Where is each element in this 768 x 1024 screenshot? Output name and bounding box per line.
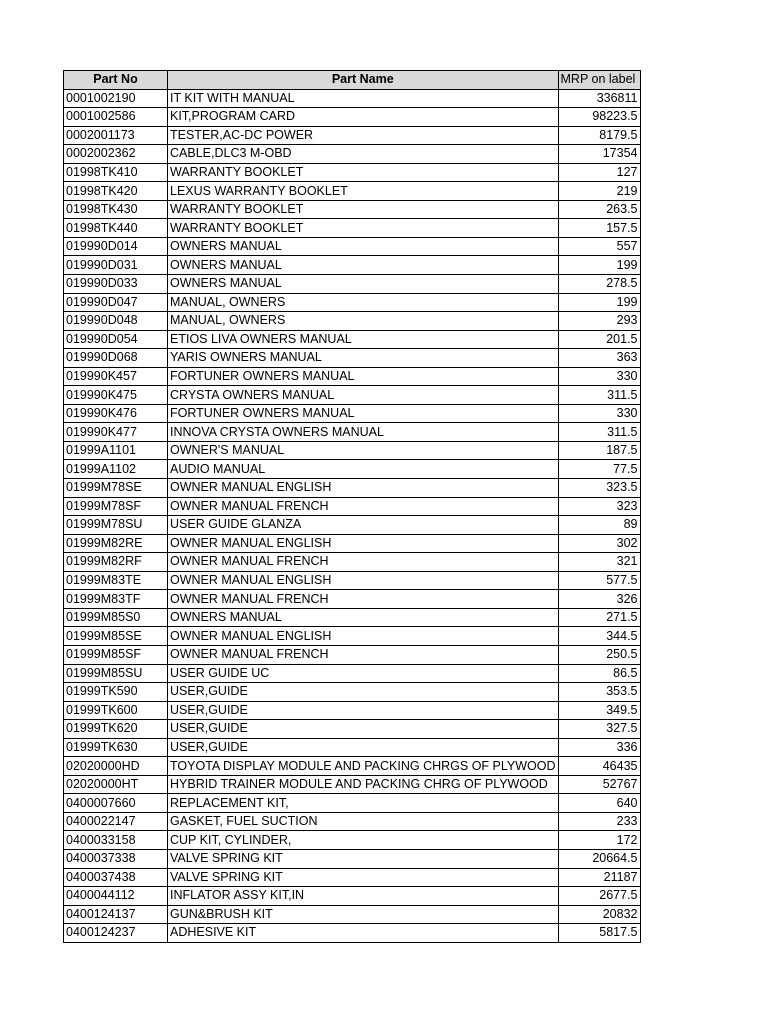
- table-row: [64, 275, 641, 294]
- part-no-cell: 019990D047: [64, 293, 168, 312]
- part-no-cell: 01999TK600: [64, 701, 168, 720]
- part-no-cell: 0400007660: [64, 794, 168, 813]
- table-row: [64, 738, 641, 757]
- part-no-cell: 01998TK430: [64, 200, 168, 219]
- table-row: [64, 831, 641, 850]
- part-name-cell: TOYOTA DISPLAY MODULE AND PACKING CHRGS OF PLYWOOD: [168, 757, 559, 776]
- mrp-cell: 263.5: [558, 200, 640, 219]
- mrp-cell: 199: [558, 256, 640, 275]
- part-no-cell: 01999M85SU: [64, 664, 168, 683]
- mrp-cell: 86.5: [558, 664, 640, 683]
- table-row: [64, 126, 641, 145]
- part-name-cell: OWNER MANUAL ENGLISH: [168, 571, 559, 590]
- mrp-cell: 127: [558, 163, 640, 182]
- mrp-cell: 640: [558, 794, 640, 813]
- mrp-cell: 344.5: [558, 627, 640, 646]
- mrp-cell: 21187: [558, 868, 640, 887]
- part-no-cell: 019990K457: [64, 367, 168, 386]
- table-row: [64, 312, 641, 331]
- mrp-cell: 311.5: [558, 386, 640, 405]
- header-part-name: Part Name: [168, 71, 559, 90]
- mrp-cell: 77.5: [558, 460, 640, 479]
- table-row: [64, 293, 641, 312]
- part-name-cell: VALVE SPRING KIT: [168, 868, 559, 887]
- part-no-cell: 0400037338: [64, 849, 168, 868]
- table-row: [64, 553, 641, 572]
- mrp-cell: 363: [558, 349, 640, 368]
- header-part-no: Part No: [64, 71, 168, 90]
- part-no-cell: 019990D068: [64, 349, 168, 368]
- part-name-cell: OWNERS MANUAL: [168, 275, 559, 294]
- mrp-cell: 52767: [558, 775, 640, 794]
- part-name-cell: USER,GUIDE: [168, 720, 559, 739]
- part-name-cell: CABLE,DLC3 M-OBD: [168, 145, 559, 164]
- part-name-cell: ADHESIVE KIT: [168, 924, 559, 943]
- table-row: [64, 608, 641, 627]
- mrp-cell: 326: [558, 590, 640, 609]
- table-row: [64, 219, 641, 238]
- mrp-cell: 20664.5: [558, 849, 640, 868]
- mrp-cell: 327.5: [558, 720, 640, 739]
- part-name-cell: KIT,PROGRAM CARD: [168, 108, 559, 127]
- table-row: [64, 627, 641, 646]
- mrp-cell: 199: [558, 293, 640, 312]
- mrp-cell: 557: [558, 237, 640, 256]
- mrp-cell: 89: [558, 516, 640, 535]
- table-row: [64, 441, 641, 460]
- table-row: [64, 200, 641, 219]
- part-no-cell: 0400124137: [64, 905, 168, 924]
- table-row: [64, 349, 641, 368]
- part-no-cell: 02020000HT: [64, 775, 168, 794]
- part-no-cell: 02020000HD: [64, 757, 168, 776]
- part-name-cell: WARRANTY BOOKLET: [168, 219, 559, 238]
- part-name-cell: INNOVA CRYSTA OWNERS MANUAL: [168, 423, 559, 442]
- table-row: [64, 367, 641, 386]
- part-name-cell: OWNERS MANUAL: [168, 608, 559, 627]
- part-no-cell: 01999M82RF: [64, 553, 168, 572]
- part-name-cell: OWNERS MANUAL: [168, 237, 559, 256]
- part-name-cell: USER,GUIDE: [168, 738, 559, 757]
- part-no-cell: 01999M83TE: [64, 571, 168, 590]
- part-no-cell: 01999M78SE: [64, 479, 168, 498]
- part-no-cell: 01998TK440: [64, 219, 168, 238]
- mrp-cell: 278.5: [558, 275, 640, 294]
- mrp-cell: 311.5: [558, 423, 640, 442]
- part-no-cell: 01999TK590: [64, 683, 168, 702]
- part-no-cell: 0400124237: [64, 924, 168, 943]
- part-name-cell: WARRANTY BOOKLET: [168, 200, 559, 219]
- mrp-cell: 353.5: [558, 683, 640, 702]
- mrp-cell: 172: [558, 831, 640, 850]
- table-row: [64, 404, 641, 423]
- part-name-cell: YARIS OWNERS MANUAL: [168, 349, 559, 368]
- table-row: [64, 924, 641, 943]
- table-body: [64, 89, 641, 942]
- part-name-cell: AUDIO MANUAL: [168, 460, 559, 479]
- table-row: [64, 645, 641, 664]
- part-no-cell: 0400022147: [64, 812, 168, 831]
- mrp-cell: 5817.5: [558, 924, 640, 943]
- part-no-cell: 019990K477: [64, 423, 168, 442]
- table-row: [64, 868, 641, 887]
- table-row: [64, 386, 641, 405]
- part-no-cell: 01999M85SF: [64, 645, 168, 664]
- part-no-cell: 01999TK630: [64, 738, 168, 757]
- part-name-cell: FORTUNER OWNERS MANUAL: [168, 367, 559, 386]
- part-no-cell: 019990K476: [64, 404, 168, 423]
- table-row: [64, 571, 641, 590]
- mrp-cell: 323.5: [558, 479, 640, 498]
- mrp-cell: 187.5: [558, 441, 640, 460]
- part-name-cell: OWNER MANUAL ENGLISH: [168, 627, 559, 646]
- part-no-cell: 01999TK620: [64, 720, 168, 739]
- mrp-cell: 2677.5: [558, 887, 640, 906]
- mrp-cell: 20832: [558, 905, 640, 924]
- part-no-cell: 0002001173: [64, 126, 168, 145]
- part-name-cell: OWNER MANUAL FRENCH: [168, 553, 559, 572]
- mrp-cell: 323: [558, 497, 640, 516]
- table-row: [64, 683, 641, 702]
- part-no-cell: 01999M78SF: [64, 497, 168, 516]
- part-name-cell: IT KIT WITH MANUAL: [168, 89, 559, 108]
- mrp-cell: 98223.5: [558, 108, 640, 127]
- part-name-cell: OWNER MANUAL ENGLISH: [168, 534, 559, 553]
- part-no-cell: 019990D033: [64, 275, 168, 294]
- part-no-cell: 0001002190: [64, 89, 168, 108]
- table-row: [64, 89, 641, 108]
- part-no-cell: 019990D031: [64, 256, 168, 275]
- table-row: [64, 905, 641, 924]
- mrp-cell: 336: [558, 738, 640, 757]
- part-name-cell: HYBRID TRAINER MODULE AND PACKING CHRG OF PLYWOOD: [168, 775, 559, 794]
- table-row: [64, 516, 641, 535]
- part-no-cell: 01998TK420: [64, 182, 168, 201]
- mrp-cell: 271.5: [558, 608, 640, 627]
- part-name-cell: FORTUNER OWNERS MANUAL: [168, 404, 559, 423]
- part-name-cell: GASKET, FUEL SUCTION: [168, 812, 559, 831]
- mrp-cell: 46435: [558, 757, 640, 776]
- part-no-cell: 019990D014: [64, 237, 168, 256]
- part-name-cell: OWNER'S MANUAL: [168, 441, 559, 460]
- mrp-cell: 219: [558, 182, 640, 201]
- table-row: [64, 497, 641, 516]
- part-name-cell: USER,GUIDE: [168, 701, 559, 720]
- part-no-cell: 01999A1102: [64, 460, 168, 479]
- part-name-cell: OWNER MANUAL FRENCH: [168, 590, 559, 609]
- part-no-cell: 0400044112: [64, 887, 168, 906]
- part-no-cell: 01999M85SE: [64, 627, 168, 646]
- part-name-cell: USER,GUIDE: [168, 683, 559, 702]
- part-no-cell: 0002002362: [64, 145, 168, 164]
- table-row: [64, 256, 641, 275]
- mrp-cell: 293: [558, 312, 640, 331]
- part-name-cell: OWNER MANUAL FRENCH: [168, 645, 559, 664]
- part-name-cell: MANUAL, OWNERS: [168, 312, 559, 331]
- part-name-cell: VALVE SPRING KIT: [168, 849, 559, 868]
- part-no-cell: 01998TK410: [64, 163, 168, 182]
- part-name-cell: INFLATOR ASSY KIT,IN: [168, 887, 559, 906]
- mrp-cell: 157.5: [558, 219, 640, 238]
- mrp-cell: 302: [558, 534, 640, 553]
- part-no-cell: 01999M78SU: [64, 516, 168, 535]
- part-name-cell: GUN&BRUSH KIT: [168, 905, 559, 924]
- part-name-cell: LEXUS WARRANTY BOOKLET: [168, 182, 559, 201]
- mrp-cell: 8179.5: [558, 126, 640, 145]
- part-no-cell: 01999M85S0: [64, 608, 168, 627]
- part-name-cell: MANUAL, OWNERS: [168, 293, 559, 312]
- table-header-row: [64, 71, 641, 90]
- part-no-cell: 01999A1101: [64, 441, 168, 460]
- table-row: [64, 794, 641, 813]
- table-row: [64, 664, 641, 683]
- part-name-cell: REPLACEMENT KIT,: [168, 794, 559, 813]
- mrp-cell: 349.5: [558, 701, 640, 720]
- table-row: [64, 775, 641, 794]
- part-name-cell: CUP KIT, CYLINDER,: [168, 831, 559, 850]
- mrp-cell: 336811: [558, 89, 640, 108]
- table-row: [64, 701, 641, 720]
- part-name-cell: ETIOS LIVA OWNERS MANUAL: [168, 330, 559, 349]
- mrp-cell: 321: [558, 553, 640, 572]
- table-row: [64, 757, 641, 776]
- part-name-cell: WARRANTY BOOKLET: [168, 163, 559, 182]
- table-row: [64, 720, 641, 739]
- part-no-cell: 019990K475: [64, 386, 168, 405]
- table-row: [64, 460, 641, 479]
- table-row: [64, 237, 641, 256]
- table-row: [64, 182, 641, 201]
- part-no-cell: 01999M82RE: [64, 534, 168, 553]
- part-no-cell: 019990D048: [64, 312, 168, 331]
- table-row: [64, 163, 641, 182]
- table-row: [64, 812, 641, 831]
- part-no-cell: 0400033158: [64, 831, 168, 850]
- part-name-cell: OWNER MANUAL ENGLISH: [168, 479, 559, 498]
- mrp-cell: 330: [558, 404, 640, 423]
- table-row: [64, 887, 641, 906]
- table-row: [64, 590, 641, 609]
- mrp-cell: 330: [558, 367, 640, 386]
- part-no-cell: 0400037438: [64, 868, 168, 887]
- parts-price-table: [63, 70, 641, 943]
- table-row: [64, 145, 641, 164]
- table-row: [64, 330, 641, 349]
- header-mrp: MRP on label: [558, 71, 640, 90]
- part-no-cell: 01999M83TF: [64, 590, 168, 609]
- table-row: [64, 849, 641, 868]
- part-no-cell: 019990D054: [64, 330, 168, 349]
- part-name-cell: OWNERS MANUAL: [168, 256, 559, 275]
- part-name-cell: USER GUIDE GLANZA: [168, 516, 559, 535]
- mrp-cell: 201.5: [558, 330, 640, 349]
- table-row: [64, 534, 641, 553]
- table-row: [64, 479, 641, 498]
- part-name-cell: OWNER MANUAL FRENCH: [168, 497, 559, 516]
- mrp-cell: 250.5: [558, 645, 640, 664]
- part-name-cell: CRYSTA OWNERS MANUAL: [168, 386, 559, 405]
- table-row: [64, 108, 641, 127]
- part-no-cell: 0001002586: [64, 108, 168, 127]
- mrp-cell: 17354: [558, 145, 640, 164]
- part-name-cell: USER GUIDE UC: [168, 664, 559, 683]
- mrp-cell: 577.5: [558, 571, 640, 590]
- mrp-cell: 233: [558, 812, 640, 831]
- part-name-cell: TESTER,AC-DC POWER: [168, 126, 559, 145]
- table-row: [64, 423, 641, 442]
